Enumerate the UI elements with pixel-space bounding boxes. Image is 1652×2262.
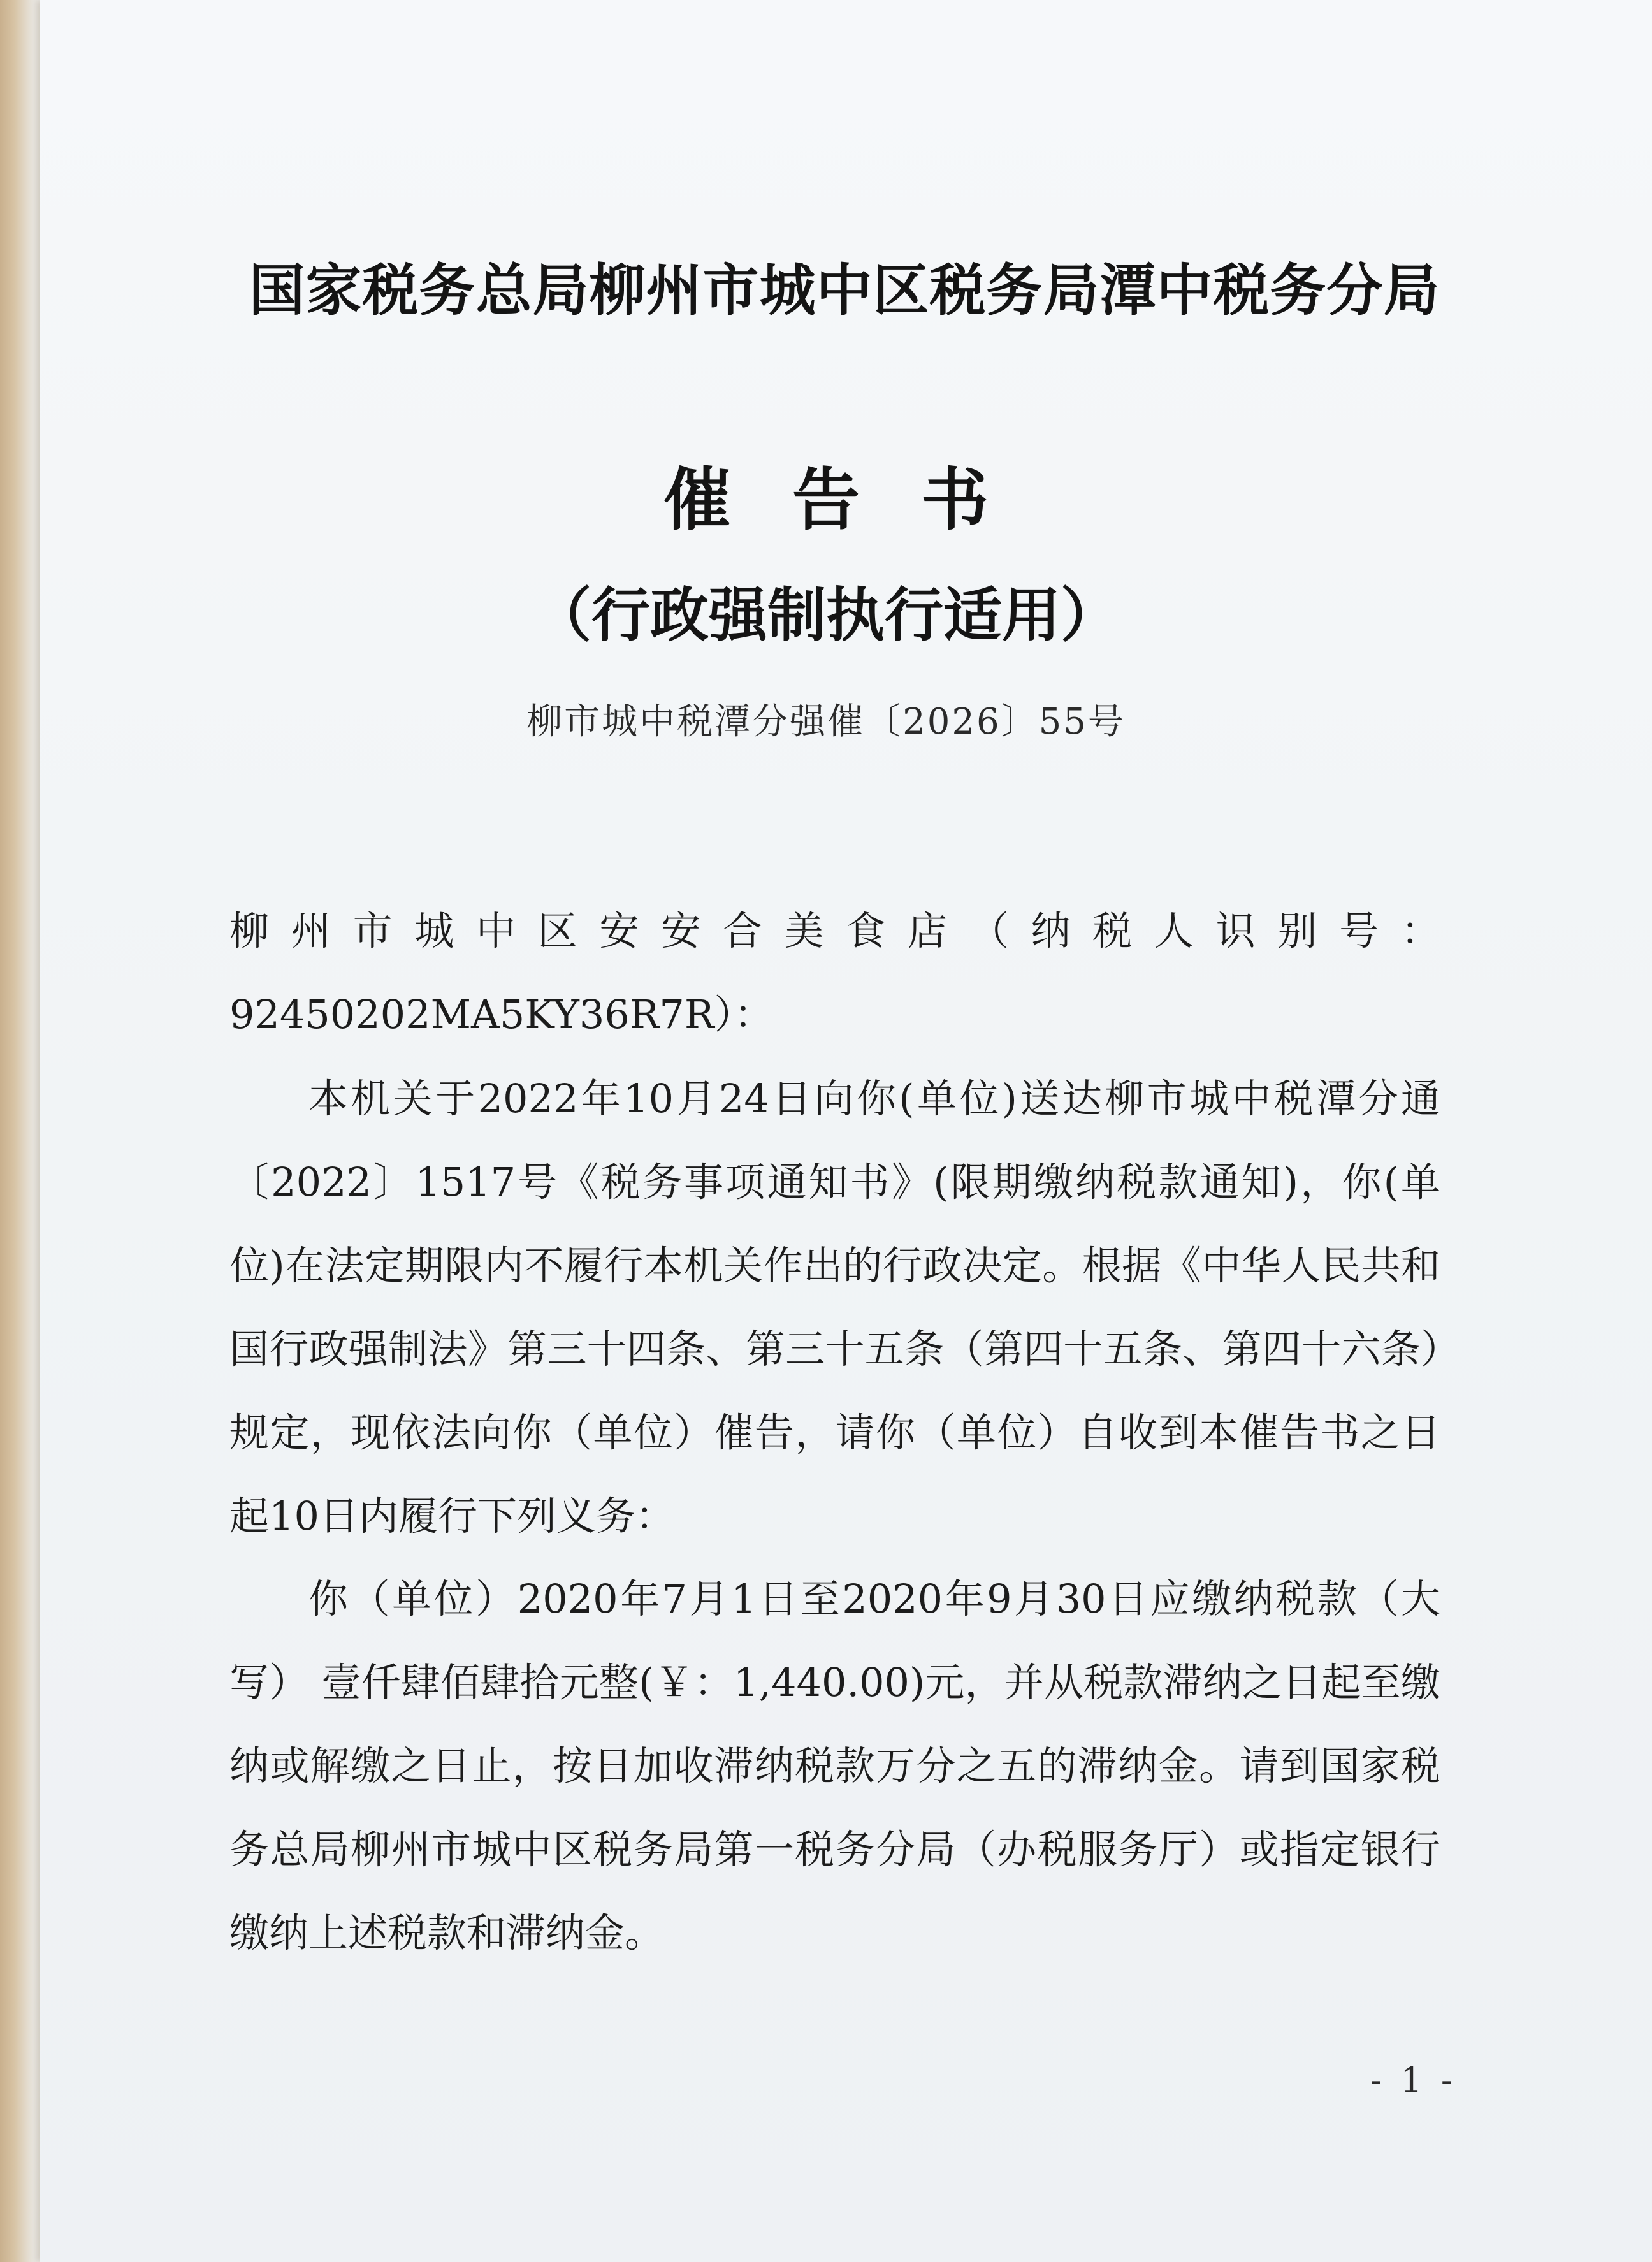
body-paragraph-1: 本机关于2022年10月24日向你(单位)送达柳市城中税潭分通〔2022〕1517号《税务事项通知书》(限期缴纳税款通知)，你(单位)在法定期限内不履行本机关作出的行政决定。根据《中华人民共和国行政强制法》第三十四条、第三十五条（第四十五条、第四十六条）规定，现依法向你（单位）催告，请你（单位）自收到本催告书之日起10日内履行下列义务： — [229, 1075, 1440, 1539]
issuer-title: 国家税务总局柳州市城中区税务局潭中税务分局 — [249, 257, 1440, 323]
document-number: 柳市城中税潭分强催〔2026〕55号 — [526, 701, 1126, 743]
page-number: - 1 - — [1370, 2060, 1457, 2100]
body-paragraph-2: 你（单位）2020年7月1日至2020年9月30日应缴纳税款（大写） 壹仟肆佰肆拾元整(￥：1,440.00)元，并从税款滞纳之日起至缴纳或解缴之日止，按日加收滞纳税款万分之五的滞纳金。请到国家税务总局柳州市城中区税务局第一税务分局（办税服务厅）或指定银行缴纳上述税款和滞纳金。 — [229, 1576, 1440, 1956]
document-title: 催告书 — [663, 461, 1050, 539]
document-subtitle: （行政强制执行适用） — [532, 581, 1119, 649]
addressee: 柳州市城中区安安合美食店（纳税人识别号：92450202MA5KY36R7R）： — [229, 908, 1440, 1038]
